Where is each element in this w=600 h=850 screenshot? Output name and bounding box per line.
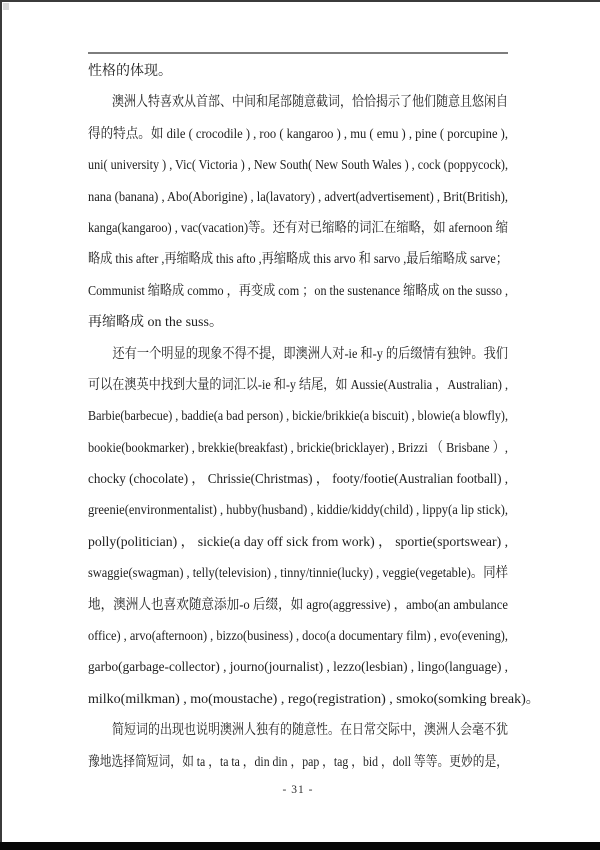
text-line-content: office) , arvo(afternoon) , bizzo(business) , doco(a documentary film) , evo(evening), (88, 629, 508, 645)
text-line (88, 747, 508, 778)
document-body (88, 56, 540, 778)
text-line (88, 433, 508, 464)
text-line (88, 119, 508, 150)
text-line-content: 再缩略成 on the suss。 (88, 315, 223, 331)
text-line-content: 地，澳洲人也喜欢随意添加-o 后缀，如 agro(aggressive) ，ambo(an ambulance (88, 597, 508, 613)
footer-page-number: - 31 - (282, 784, 314, 796)
text-line-content: 可以在澳英中找到大量的词汇以-ie 和-y 结尾，如 Aussie(Australia ，Australian) , (88, 377, 508, 393)
text-line-content: bookie(bookmarker) , brekkie(breakfast) , brickie(bricklayer) , Brizzi （ Brisbane ）, (88, 440, 508, 456)
text-line-content: milko(milkman) , mo(moustache) , rego(registration) , smoko(somking break)。 (88, 691, 540, 707)
text-line (88, 370, 508, 401)
header-rule (88, 52, 508, 54)
text-line (88, 401, 508, 432)
text-line (88, 684, 540, 715)
text-line-content: Barbie(barbecue) , baddie(a bad person) , bickie/brikkie(a biscuit) , blowie(a blowfly), (88, 409, 508, 425)
text-line-content: polly(politician) ， sickie(a day off sick from work) ， sportie(sportswear) , (88, 534, 508, 550)
text-line (88, 339, 508, 370)
frame-bottom-bar (0, 842, 600, 850)
scan-artifact (3, 3, 9, 10)
text-line (88, 150, 508, 181)
text-line (88, 527, 508, 558)
text-line-content: garbo(garbage-collector) , journo(journalist) , lezzo(lesbian) , lingo(language) , (88, 660, 508, 676)
text-line (88, 558, 508, 589)
text-line (88, 244, 508, 275)
frame-top-edge (0, 0, 600, 2)
text-line-content: nana (banana) , Abo(Aborigine) , la(lavatory) , advert(advertisement) , Brit(British), (88, 189, 508, 205)
text-line (88, 495, 508, 526)
text-line-content: chocky (chocolate) ， Chrissie(Christmas) ， footy/footie(Australian football) , (88, 472, 508, 488)
text-line (88, 590, 508, 621)
text-line-content: 简短词的出现也说明澳洲人独有的随意性。在日常交际中，澳洲人会毫不犹 (88, 723, 508, 739)
text-line-content: 豫地选择简短词，如 ta ，ta ta ，din din ，pap ，tag ，bid ，doll 等等。更妙的是， (88, 754, 508, 770)
text-line-content: 还有一个明显的现象不得不提，即澳洲人对-ie 和-y 的后缀情有独钟。我们 (88, 346, 508, 362)
text-line-content: 得的特点。如 dile ( crocodile ) , roo ( kangaroo ) , mu ( emu ) , pine ( porcupine ), (88, 126, 508, 142)
text-line-content: 性格的体现。 (88, 64, 172, 79)
text-line (88, 56, 508, 87)
text-line-content: uni( university ) , Vic( Victoria ) , New South( New South Wales ) , cock (poppycock), (88, 158, 508, 174)
text-line (88, 87, 508, 118)
text-line-content: 略成 this after ,再缩略成 this afto ,再缩略成 this arvo 和 sarvo ,最后缩略成 sarve； (88, 252, 508, 268)
frame-left-edge (0, 0, 2, 850)
text-line (88, 276, 508, 307)
text-line-content: kanga(kangaroo) , vac(vacation)等。还有对已缩略的词汇在缩略，如 afernoon 缩 (88, 220, 508, 236)
text-line (88, 621, 508, 652)
text-line-content: swaggie(swagman) , telly(television) , tinny/tinnie(lucky) , veggie(vegetable)。同样 (88, 566, 508, 582)
text-line (88, 213, 508, 244)
text-line-content: Communist 缩略成 commo ，再变成 com ；on the sustenance 缩略成 on the susso , (88, 283, 508, 299)
text-line (88, 182, 508, 213)
text-line (88, 464, 508, 495)
text-line (88, 652, 508, 683)
text-line (88, 307, 508, 338)
text-line-content: greenie(environmentalist) , hubby(husband) , kiddie/kiddy(child) , lippy(a lip stick), (88, 503, 508, 519)
text-line (88, 715, 508, 746)
text-line-content: 澳洲人特喜欢从首部、中间和尾部随意截词，恰恰揭示了他们随意且悠闲自 (88, 95, 508, 111)
